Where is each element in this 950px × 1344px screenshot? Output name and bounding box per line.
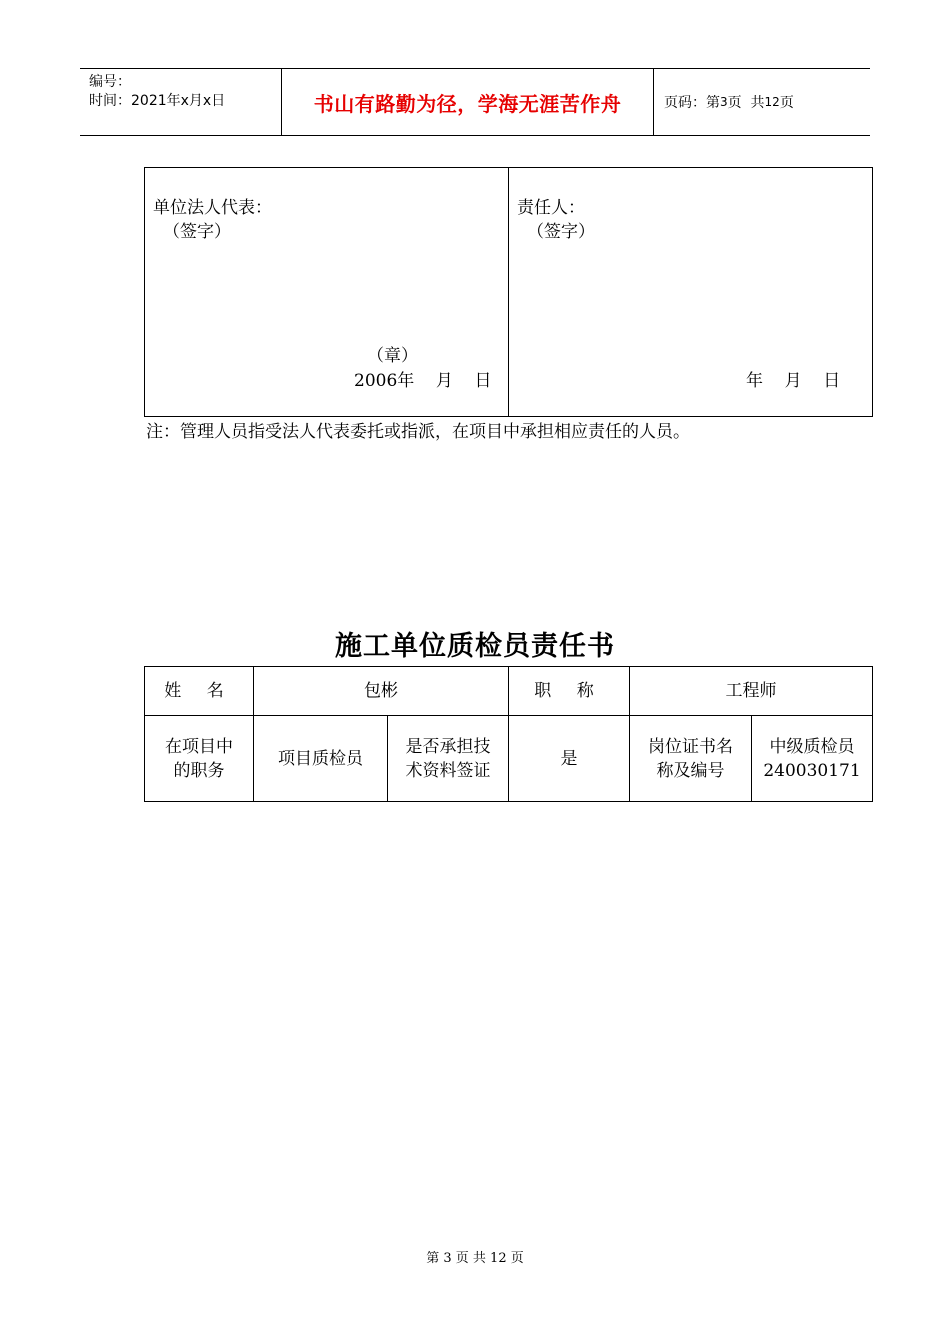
header-motto: 书山有路勤为径，学海无涯苦作舟: [281, 69, 654, 135]
page-footer: 第 3 页 共 12 页: [426, 1251, 524, 1266]
tech-label-cell: [388, 716, 509, 802]
serial-label: 编号：: [89, 74, 131, 90]
role-label-cell: [145, 716, 254, 802]
name-value-cell: [254, 667, 509, 716]
legal-rep-label: 单位法人代表：: [153, 198, 272, 218]
cert-value-line2: 240030171: [763, 760, 861, 781]
role-value: 项目质检员: [278, 748, 363, 769]
legal-rep-date: 2006年 月 日: [354, 371, 492, 391]
cert-value-cell: [752, 716, 873, 802]
signature-cell-responsible: [509, 168, 872, 416]
tech-value: 是: [560, 748, 578, 769]
title-value-cell: [630, 667, 873, 716]
role-label-line2: 的职务: [173, 760, 225, 781]
cert-label-line1: 岗位证书名: [648, 736, 733, 757]
responsible-sign-hint: （签字）: [527, 222, 595, 242]
responsible-date: 年 月 日: [746, 371, 841, 391]
signature-table: [144, 167, 873, 417]
responsible-label: 责任人：: [517, 198, 585, 218]
time-label: 时间：2021年x月x日: [89, 93, 226, 109]
cert-label-cell: [630, 716, 752, 802]
seal-label: （章）: [367, 346, 418, 366]
title-label: 职 称: [534, 681, 604, 701]
page-mid: 页 共: [727, 95, 765, 111]
table-row: [145, 667, 873, 716]
legal-rep-sign-hint: （签字）: [163, 222, 231, 242]
role-value-cell: [254, 716, 388, 802]
tech-value-cell: [509, 716, 630, 802]
page-suffix: 页: [779, 95, 794, 111]
name-label: 姓 名: [164, 681, 234, 701]
title-label-cell: [509, 667, 630, 716]
page-header: [80, 68, 870, 136]
table-row: [145, 716, 873, 802]
tech-label-line2: 术资料签证: [405, 760, 491, 781]
inspector-info-table: [144, 666, 873, 802]
page-total: 12: [764, 95, 780, 109]
name-label-cell: [145, 667, 254, 716]
header-page-info: [654, 69, 870, 135]
page-current: 3: [720, 95, 728, 109]
footnote: 注：管理人员指受法人代表委托或指派，在项目中承担相应责任的人员。: [146, 422, 690, 442]
header-meta: [80, 69, 281, 135]
signature-cell-legal-rep: [145, 168, 509, 416]
page-prefix: 页码：第: [664, 95, 720, 111]
name-value: 包彬: [364, 681, 398, 701]
section-title: 施工单位质检员责任书: [335, 631, 615, 662]
tech-label-line1: 是否承担技: [405, 736, 491, 757]
cert-value-line1: 中级质检员: [769, 736, 855, 757]
cert-label-line2: 称及编号: [656, 760, 725, 781]
title-value: 工程师: [725, 681, 777, 701]
role-label-line1: 在项目中: [165, 736, 233, 757]
